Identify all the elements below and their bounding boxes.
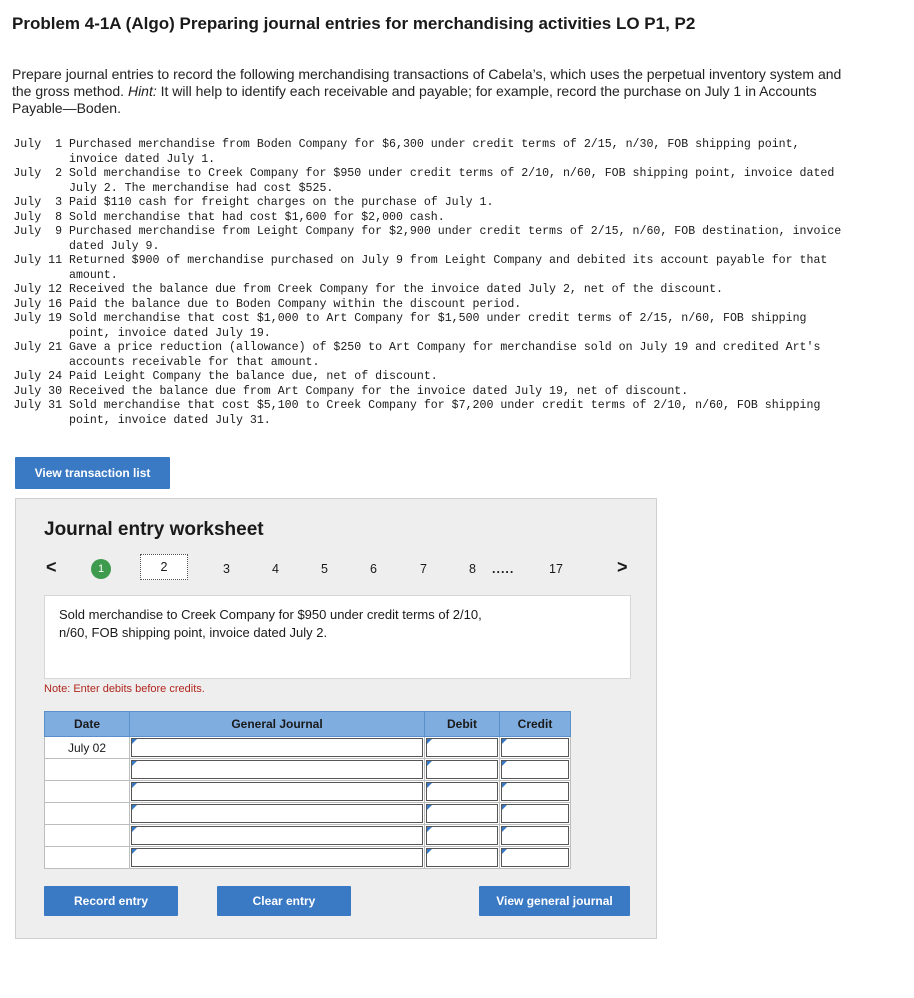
transaction-line xyxy=(12,240,907,255)
problem-intro xyxy=(12,66,907,117)
debit-input-cell xyxy=(425,847,500,869)
clear-entry-button[interactable]: Clear entry xyxy=(217,886,351,916)
account-input-cell xyxy=(130,847,425,869)
account-input[interactable] xyxy=(131,760,423,779)
transaction-text: Returned $900 of merchandise purchased on July 9 from Leight Company and debited its account payable for that xyxy=(69,254,828,267)
transaction-date xyxy=(12,153,69,168)
transaction-text: amount. xyxy=(69,268,118,282)
transaction-line xyxy=(12,312,907,327)
transaction-text: Gave a price reduction (allowance) of $250 to Art Company for merchandise sold on July 19 and credited Art's xyxy=(69,341,821,354)
transaction-date: July 2 xyxy=(13,167,69,180)
entry-date xyxy=(45,803,130,825)
debit-input-cell xyxy=(425,803,500,825)
transaction-date xyxy=(12,240,69,255)
debit-column-header: Debit xyxy=(425,712,500,737)
description-line: Sold merchandise to Creek Company for $950 under credit terms of 2/10, xyxy=(59,607,482,622)
debit-input-cell xyxy=(425,737,500,759)
journal-row xyxy=(45,847,571,869)
transaction-date: July 9 xyxy=(13,225,69,238)
debit-input[interactable] xyxy=(426,782,498,801)
transaction-date xyxy=(12,182,69,197)
account-input[interactable] xyxy=(131,848,423,867)
debit-input-cell xyxy=(425,759,500,781)
chevron-right-icon[interactable]: > xyxy=(617,557,628,577)
transaction-line xyxy=(12,341,907,356)
transaction-text: Sold merchandise that cost $1,000 to Art Company for $1,500 under credit terms of 2/15, n/60, FOB shipping xyxy=(69,312,807,325)
journal-row xyxy=(45,803,571,825)
transaction-text: point, invoice dated July 19. xyxy=(69,326,271,340)
transaction-line xyxy=(12,182,907,197)
transaction-date xyxy=(12,414,69,429)
account-input[interactable] xyxy=(131,738,423,757)
transaction-line xyxy=(12,254,907,269)
hint-label: Hint: xyxy=(127,83,157,99)
transaction-line xyxy=(12,414,907,429)
transaction-text: Received the balance due from Creek Company for the invoice dated July 2, net of the discount. xyxy=(69,283,723,296)
journal-row xyxy=(45,825,571,847)
entry-date xyxy=(45,781,130,803)
journal-row xyxy=(45,781,571,803)
account-input[interactable] xyxy=(131,804,423,823)
debit-input-cell xyxy=(425,825,500,847)
page-3-button[interactable]: 3 xyxy=(223,562,230,576)
transaction-date: July 19 xyxy=(13,312,69,325)
account-input[interactable] xyxy=(131,826,423,845)
credit-input[interactable] xyxy=(501,738,569,757)
credit-input-cell xyxy=(500,847,571,869)
credit-input[interactable] xyxy=(501,760,569,779)
transaction-text: July 2. The merchandise had cost $525. xyxy=(69,181,334,195)
transaction-text: Paid Leight Company the balance due, net of discount. xyxy=(69,370,438,383)
transaction-line xyxy=(12,327,907,342)
transaction-date: July 3 xyxy=(13,196,69,209)
transaction-line xyxy=(12,138,907,153)
page-6-button[interactable]: 6 xyxy=(370,562,377,576)
transaction-line xyxy=(12,196,907,211)
view-general-journal-button[interactable]: View general journal xyxy=(479,886,630,916)
transaction-text: Sold merchandise to Creek Company for $950 under credit terms of 2/10, n/60, FOB shipping point, invoice dated xyxy=(69,167,835,180)
credit-input[interactable] xyxy=(501,848,569,867)
transaction-text: Sold merchandise that had cost $1,600 for $2,000 cash. xyxy=(69,210,445,224)
transaction-line xyxy=(12,356,907,371)
date-column-header: Date xyxy=(45,712,130,737)
account-input-cell xyxy=(130,825,425,847)
page-2-current-button[interactable]: 2 xyxy=(140,554,188,580)
journal-row xyxy=(45,737,571,759)
transaction-date: July 31 xyxy=(13,399,69,412)
page-4-button[interactable]: 4 xyxy=(272,562,279,576)
entry-pager xyxy=(16,557,656,581)
transaction-line xyxy=(12,385,907,400)
debit-input[interactable] xyxy=(426,848,498,867)
intro-line: Payable—Boden. xyxy=(12,100,121,116)
transaction-text: Paid the balance due to Boden Company within the discount period. xyxy=(69,297,522,311)
transaction-text: Sold merchandise that cost $5,100 to Creek Company for $7,200 under credit terms of 2/10, n/60, FOB shipping xyxy=(69,399,821,412)
transaction-line xyxy=(12,269,907,284)
transaction-line xyxy=(12,370,907,385)
transaction-date xyxy=(12,356,69,371)
entry-date xyxy=(45,759,130,781)
page-1-complete-button[interactable]: 1 xyxy=(91,559,111,579)
entry-date: July 02 xyxy=(45,737,130,759)
record-entry-button[interactable]: Record entry xyxy=(44,886,178,916)
transaction-date: July 12 xyxy=(13,283,69,296)
transaction-date: July 11 xyxy=(13,254,69,267)
transaction-line xyxy=(12,225,907,240)
transaction-line xyxy=(12,298,907,313)
account-input-cell xyxy=(130,759,425,781)
transaction-text: Paid $110 cash for freight charges on the purchase of July 1. xyxy=(69,196,494,209)
chevron-left-icon[interactable]: < xyxy=(46,557,57,577)
worksheet-title: Journal entry worksheet xyxy=(44,519,264,540)
transaction-date: July 24 xyxy=(13,370,69,383)
page-5-button[interactable]: 5 xyxy=(321,562,328,576)
debit-credit-note: Note: Enter debits before credits. xyxy=(44,683,205,695)
credit-input-cell xyxy=(500,825,571,847)
intro-line: Prepare journal entries to record the following merchandising transactions of Cabela’s, which uses the perpetual inventory system and xyxy=(12,66,842,82)
intro-line: the gross method. Hint: It will help to identify each receivable and payable; for example, record the purchase on July 1 in Accounts xyxy=(12,83,817,99)
view-transaction-list-button[interactable]: View transaction list xyxy=(15,457,170,489)
description-line: n/60, FOB shipping point, invoice dated July 2. xyxy=(59,625,328,640)
transaction-text: invoice dated July 1. xyxy=(69,152,216,166)
credit-input[interactable] xyxy=(501,782,569,801)
transaction-date xyxy=(12,327,69,342)
transaction-list xyxy=(12,138,907,428)
page-7-button[interactable]: 7 xyxy=(420,562,427,576)
transaction-text: accounts receivable for that amount. xyxy=(69,355,320,369)
page-17-button[interactable]: 17 xyxy=(549,562,563,576)
journal-entry-worksheet xyxy=(15,498,657,939)
transaction-line xyxy=(12,167,907,182)
entry-date xyxy=(45,847,130,869)
transaction-date: July 21 xyxy=(13,341,69,354)
transaction-date: July 30 xyxy=(13,384,69,398)
problem-title: Problem 4-1A (Algo) Preparing journal entries for merchandising activities LO P1, P2 xyxy=(12,14,696,33)
journal-column-header: General Journal xyxy=(130,712,425,737)
transaction-date: July 8 xyxy=(13,210,69,224)
credit-input-cell xyxy=(500,737,571,759)
transaction-line xyxy=(12,283,907,298)
credit-input[interactable] xyxy=(501,804,569,823)
entry-date xyxy=(45,825,130,847)
journal-table xyxy=(44,711,571,869)
transaction-text: dated July 9. xyxy=(69,239,160,253)
transaction-text: Purchased merchandise from Leight Company for $2,900 under credit terms of 2/15, n/60, FOB destination, invoice xyxy=(69,225,842,238)
account-input[interactable] xyxy=(131,782,423,801)
transaction-date: July 16 xyxy=(13,297,69,311)
debit-input[interactable] xyxy=(426,826,498,845)
debit-input[interactable] xyxy=(426,760,498,779)
transaction-line xyxy=(12,211,907,226)
credit-input-cell xyxy=(500,759,571,781)
account-input-cell xyxy=(130,781,425,803)
transaction-description xyxy=(44,595,631,679)
transaction-text: point, invoice dated July 31. xyxy=(69,413,271,427)
credit-input[interactable] xyxy=(501,826,569,845)
debit-input-cell xyxy=(425,781,500,803)
account-input-cell xyxy=(130,737,425,759)
transaction-text: Purchased merchandise from Boden Company for $6,300 under credit terms of 2/15, n/30, FOB shipping point, xyxy=(69,138,800,151)
credit-input-cell xyxy=(500,781,571,803)
transaction-line xyxy=(12,399,907,414)
debit-input[interactable] xyxy=(426,738,498,757)
credit-column-header: Credit xyxy=(500,712,571,737)
page-8-button[interactable]: 8 xyxy=(469,562,476,576)
credit-input-cell xyxy=(500,803,571,825)
pager-ellipsis: ..... xyxy=(492,562,515,576)
transaction-text: Received the balance due from Art Company for the invoice dated July 19, net of discount. xyxy=(69,384,689,398)
account-input-cell xyxy=(130,803,425,825)
transaction-date: July 1 xyxy=(13,138,69,151)
journal-row xyxy=(45,759,571,781)
debit-input[interactable] xyxy=(426,804,498,823)
transaction-line xyxy=(12,153,907,168)
transaction-date xyxy=(12,269,69,284)
